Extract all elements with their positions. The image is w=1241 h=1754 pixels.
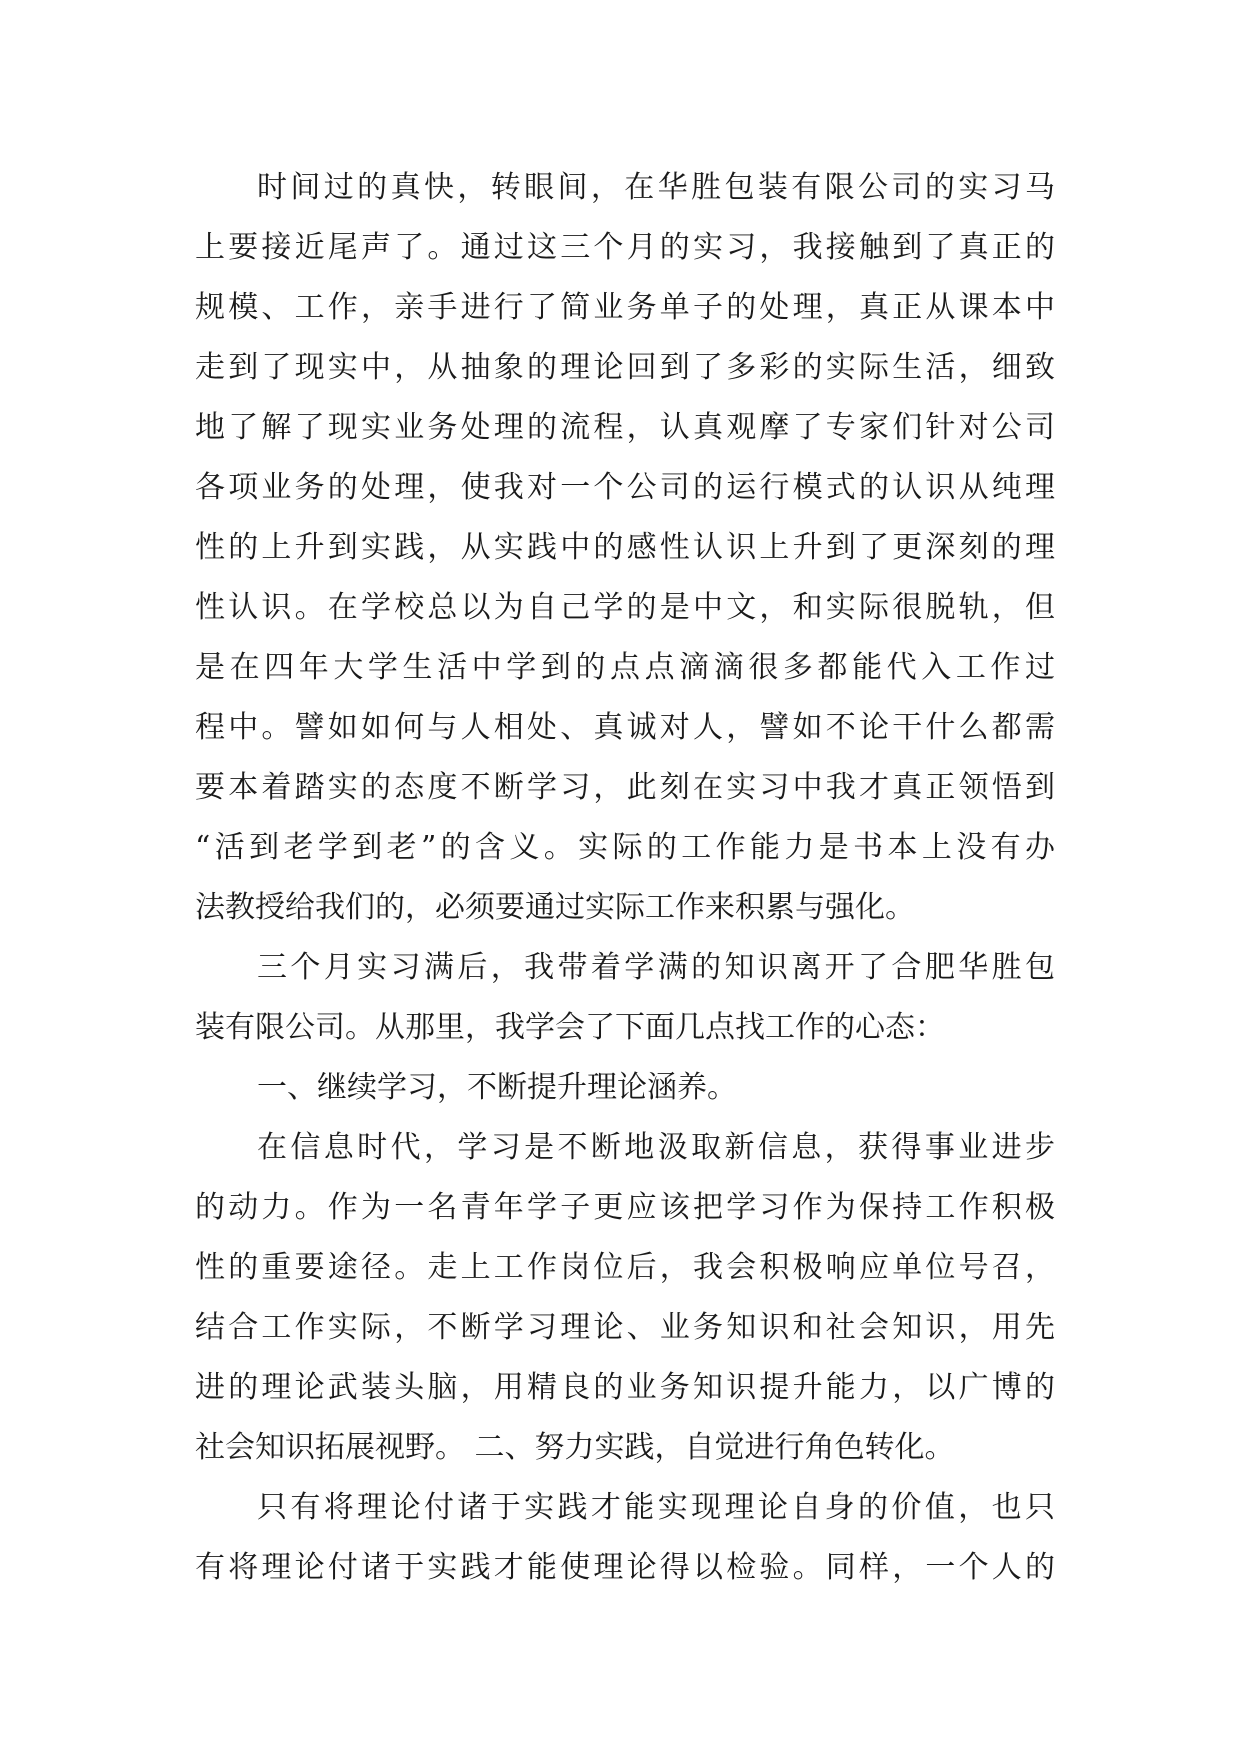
text-line: “活到老学到老”的含义。实际的工作能力是书本上没有办 [195, 830, 1055, 865]
text-line: 走到了现实中，从抽象的理论回到了多彩的实际生活，细致 [195, 350, 1055, 385]
text-line: 有将理论付诸于实践才能使理论得以检验。同样，一个人的 [195, 1550, 1055, 1585]
section-heading: 一、继续学习，不断提升理论涵养。 [257, 1070, 737, 1105]
text-line: 法教授给我们的，必须要通过实际工作来积累与强化。 [195, 890, 915, 925]
text-line: 上要接近尾声了。通过这三个月的实习，我接触到了真正的 [195, 230, 1055, 265]
text-line: 的动力。作为一名青年学子更应该把学习作为保持工作积极 [195, 1190, 1055, 1225]
text-line: 性认识。在学校总以为自己学的是中文，和实际很脱轨，但 [195, 590, 1055, 625]
text-line: 结合工作实际，不断学习理论、业务知识和社会知识，用先 [195, 1310, 1055, 1345]
text-line: 三个月实习满后，我带着学满的知识离开了合肥华胜包 [257, 950, 1055, 985]
text-line: 社会知识拓展视野。 二、努力实践，自觉进行角色转化。 [195, 1430, 955, 1465]
text-line: 要本着踏实的态度不断学习，此刻在实习中我才真正领悟到 [195, 770, 1055, 805]
text-line: 性的重要途径。走上工作岗位后，我会积极响应单位号召， [195, 1250, 1055, 1285]
text-line: 装有限公司。从那里，我学会了下面几点找工作的心态： [195, 1010, 945, 1045]
body-text [195, 158, 1055, 1598]
text-line: 进的理论武装头脑，用精良的业务知识提升能力，以广博的 [195, 1370, 1055, 1405]
text-line: 规模、工作，亲手进行了简业务单子的处理，真正从课本中 [195, 290, 1055, 325]
text-line: 程中。譬如如何与人相处、真诚对人，譬如不论干什么都需 [195, 710, 1055, 745]
text-line: 在信息时代，学习是不断地汲取新信息，获得事业进步 [257, 1130, 1055, 1165]
text-line: 地了解了现实业务处理的流程，认真观摩了专家们针对公司 [195, 410, 1055, 445]
text-line: 只有将理论付诸于实践才能实现理论自身的价值，也只 [257, 1490, 1055, 1525]
text-line: 性的上升到实践，从实践中的感性认识上升到了更深刻的理 [195, 530, 1055, 565]
text-line: 时间过的真快，转眼间，在华胜包装有限公司的实习马 [257, 170, 1055, 205]
text-line: 各项业务的处理，使我对一个公司的运行模式的认识从纯理 [195, 470, 1055, 505]
text-line: 是在四年大学生活中学到的点点滴滴很多都能代入工作过 [195, 650, 1055, 685]
